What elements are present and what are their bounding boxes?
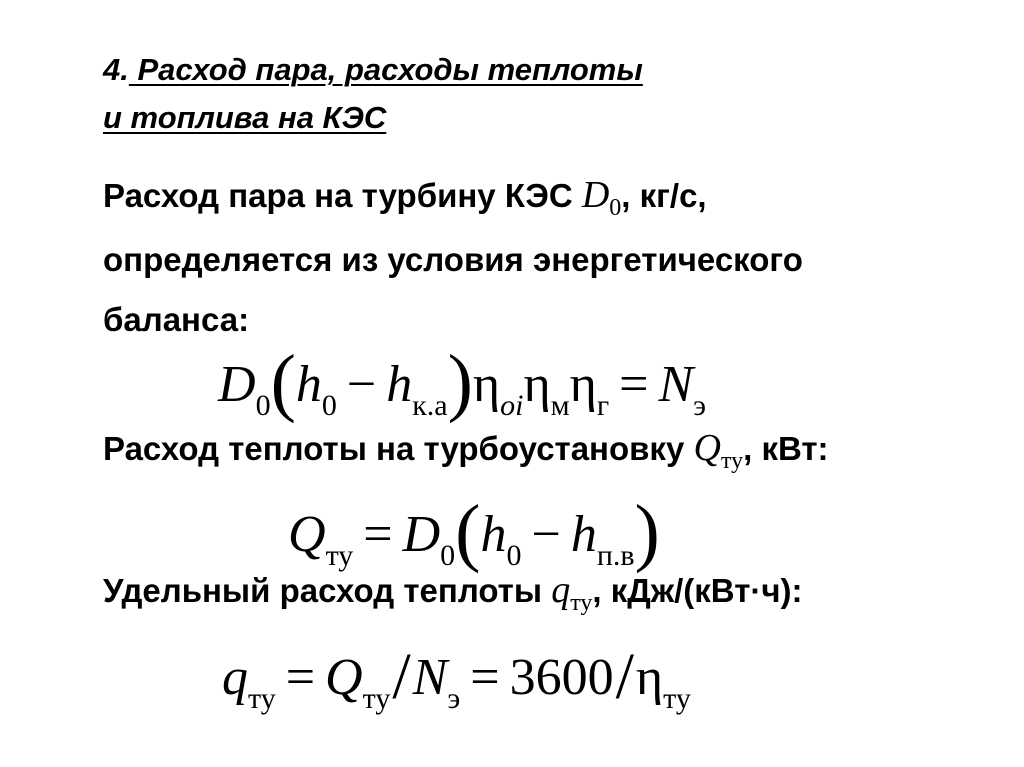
specific-text-b: , кДж/(кВт·ч):	[592, 572, 803, 609]
f3-eta: η	[635, 649, 664, 706]
f3-equals-2: =	[470, 649, 500, 706]
f1-hka: h	[386, 356, 413, 413]
f2-Q: Q	[288, 506, 326, 563]
f3-Q-sub: ту	[362, 682, 391, 715]
f1-equals: =	[619, 356, 649, 413]
f1-D: D	[218, 356, 256, 413]
f2-h0: h	[480, 506, 507, 563]
f1-N: N	[658, 356, 694, 413]
f2-paren-close: )	[634, 490, 660, 574]
f2-Q-sub: ту	[325, 539, 354, 572]
f1-D-sub: 0	[255, 389, 271, 422]
f3-number: 3600	[509, 649, 614, 706]
f2-equals: =	[363, 506, 393, 563]
steam-line3: баланса:	[103, 301, 250, 338]
heat-var-sub: ту	[720, 448, 744, 474]
heat-text-a: Расход теплоты на турбоустановку	[103, 430, 694, 467]
title-line1: Расход пара, расходы теплоты	[128, 52, 643, 87]
steam-line2: определяется из условия энергетического	[103, 241, 803, 278]
f2-D: D	[402, 506, 441, 563]
f1-minus: −	[346, 356, 377, 413]
f1-h0: h	[295, 356, 322, 413]
f2-D-sub: 0	[440, 539, 456, 572]
f2-paren-open: (	[455, 490, 481, 574]
specific-paragraph	[103, 560, 1003, 625]
formula-specific-heat	[222, 640, 691, 715]
title-line2: и топлива на КЭС	[103, 100, 387, 135]
f3-N: N	[412, 649, 448, 706]
f3-q-sub: ту	[248, 682, 276, 715]
steam-paragraph	[103, 165, 1003, 350]
f2-h0-sub: 0	[506, 539, 522, 572]
f3-equals-1: =	[285, 649, 316, 706]
f1-eta3-sub: г	[596, 389, 610, 422]
specific-var: q	[551, 569, 571, 611]
f1-eta2-sub: м	[550, 389, 570, 422]
formula-heat-consumption	[288, 488, 660, 574]
f1-h0-sub: 0	[321, 389, 337, 422]
f2-minus: −	[531, 506, 561, 563]
heat-var: Q	[693, 427, 721, 469]
formula-energy-balance	[218, 338, 707, 424]
f3-q: q	[222, 649, 248, 706]
specific-text-a: Удельный расход теплоты	[103, 572, 552, 609]
slide-title	[103, 46, 883, 142]
f1-eta1-sub: oi	[500, 389, 524, 422]
heat-paragraph	[103, 418, 1003, 483]
f3-Q: Q	[325, 649, 363, 706]
steam-var: D	[581, 174, 610, 216]
f3-N-sub: э	[447, 682, 461, 715]
steam-text-b: , кг/с,	[621, 177, 707, 214]
steam-var-sub: 0	[609, 195, 622, 221]
f1-eta2: η	[523, 356, 551, 413]
f3-slash-2: /	[615, 640, 634, 713]
f1-paren-open: (	[270, 340, 296, 424]
specific-var-sub: ту	[570, 590, 593, 616]
f3-slash-1: /	[392, 640, 411, 713]
f1-eta3: η	[569, 356, 597, 413]
f2-hpv-sub: п.в	[596, 539, 635, 572]
heat-text-b: , кВт:	[743, 430, 829, 467]
f1-eta1: η	[472, 356, 501, 413]
f1-paren-close: )	[447, 340, 473, 424]
steam-text-a: Расход пара на турбину КЭС	[103, 177, 582, 214]
f3-eta-sub: ту	[663, 682, 691, 715]
f2-hpv: h	[570, 506, 597, 563]
f1-N-sub: э	[693, 389, 707, 422]
f1-hka-sub: к.а	[412, 389, 448, 422]
title-number: 4.	[103, 52, 129, 87]
